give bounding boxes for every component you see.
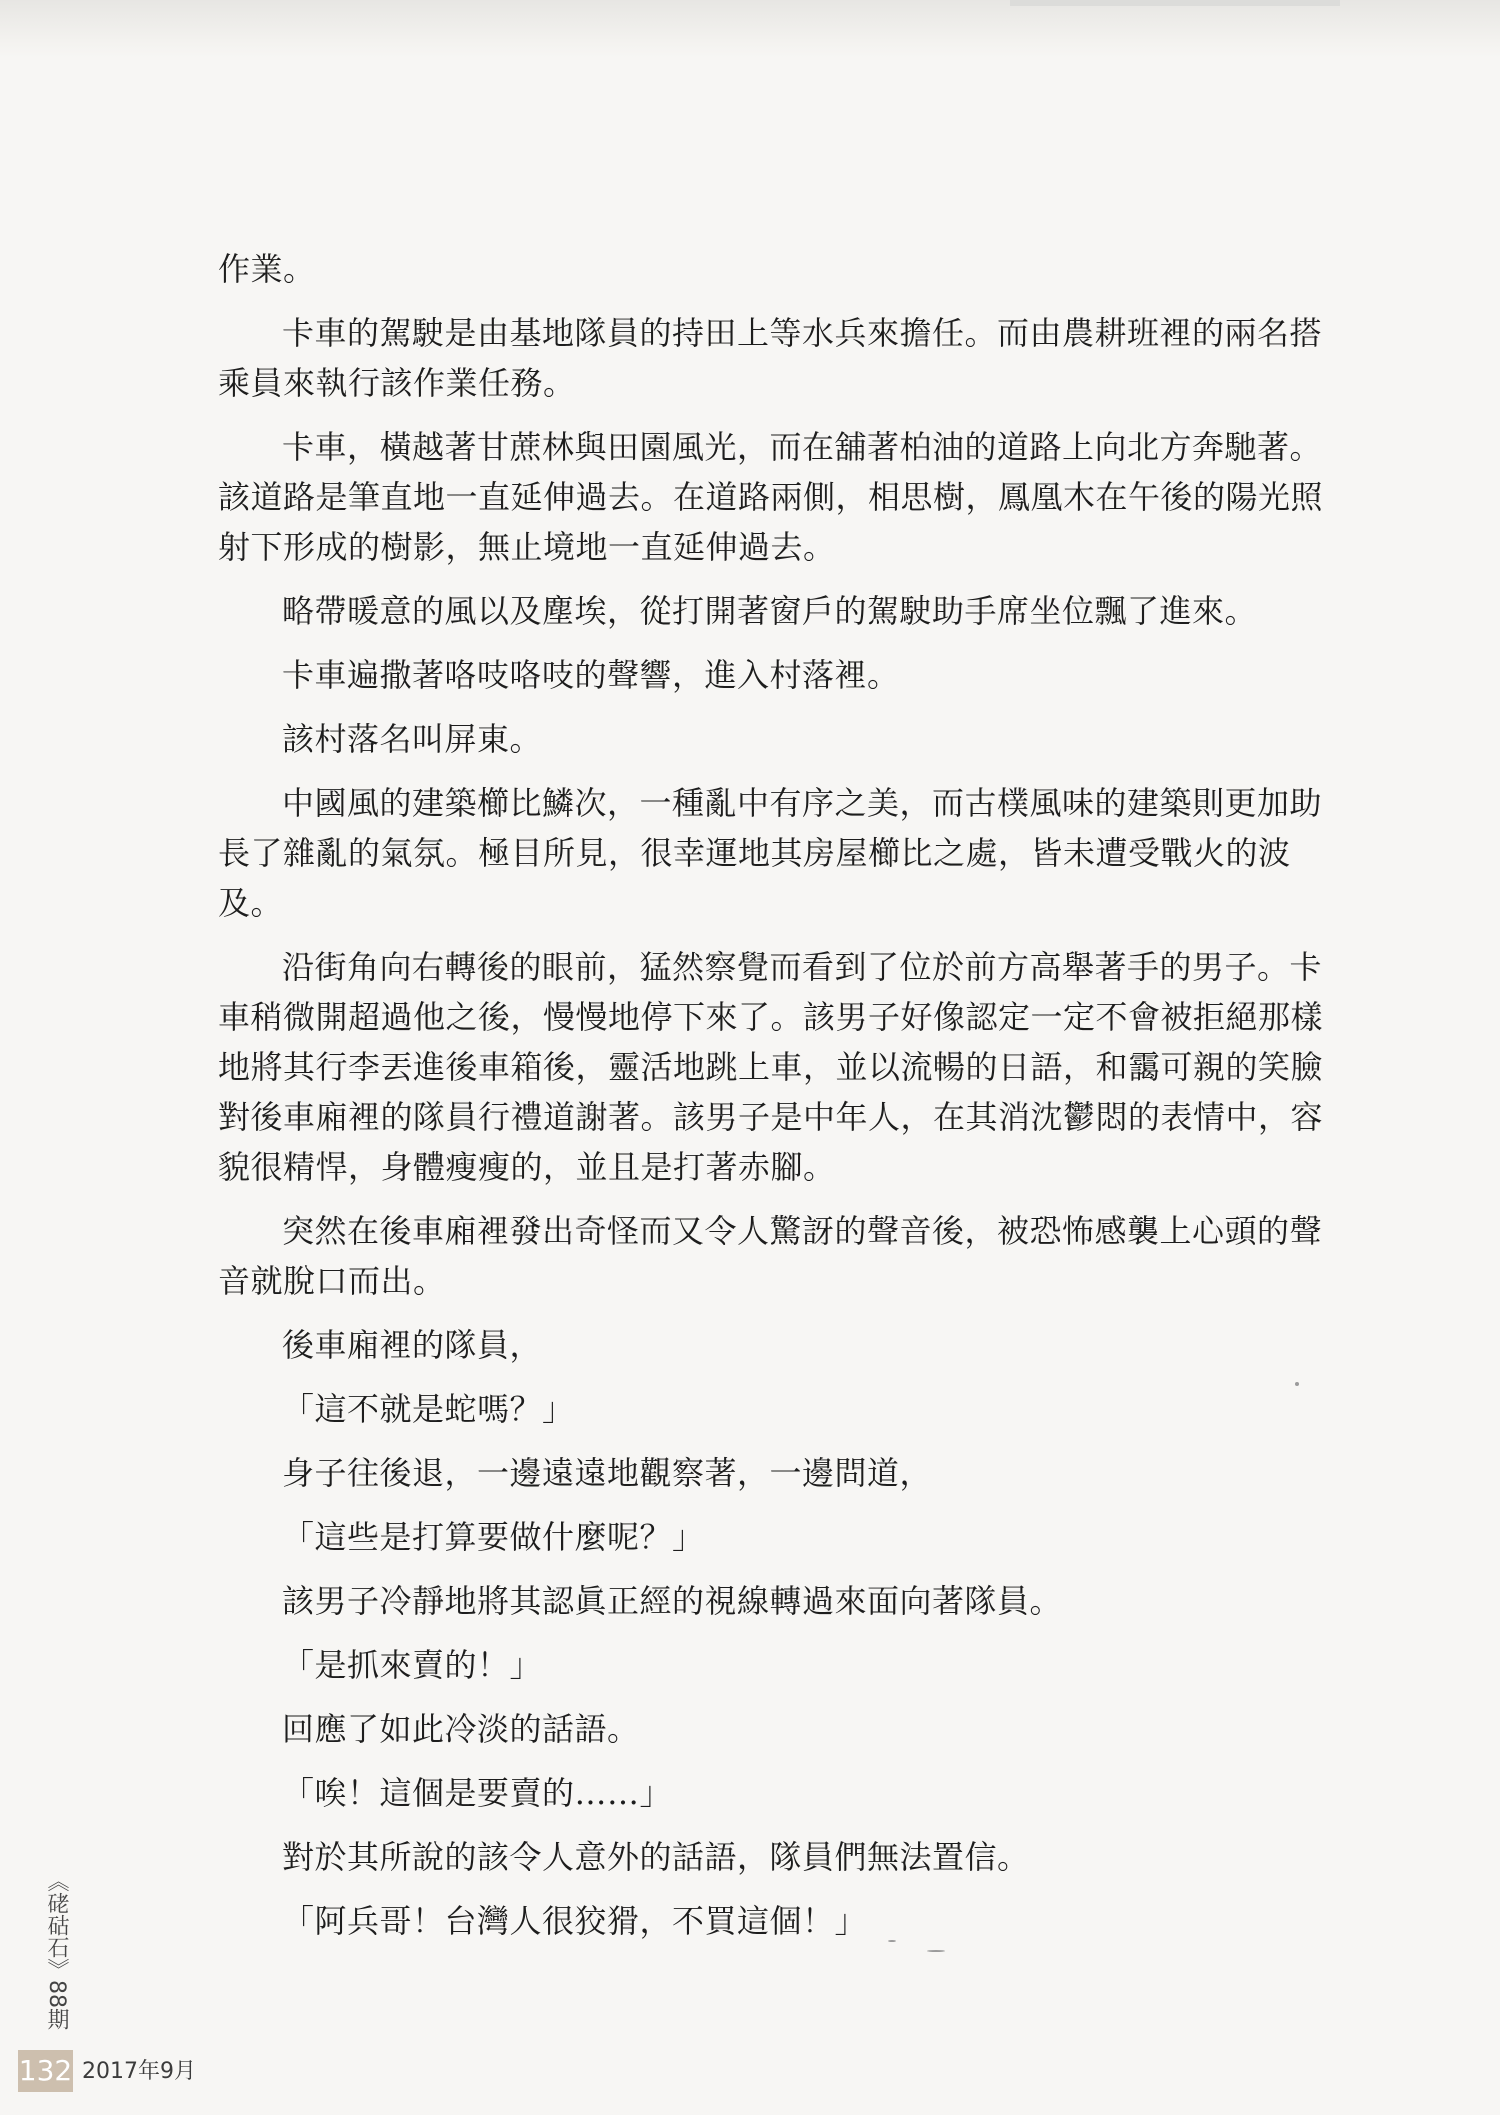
scan-top-rule [1010,0,1340,6]
dialogue-line: 「唉！這個是要賣的……」 [282,1774,673,1812]
scan-speck [927,1950,945,1952]
paragraph: 身子往後退，一邊遠遠地觀察著，一邊問道， [282,1454,933,1492]
paragraph: 對於其所說的該令人意外的話語，隊員們無法置信。 [282,1838,1030,1876]
paragraph: 中國風的建築櫛比鱗次，一種亂中有序之美，而古樸風味的建築則更加助長了雜亂的氣氛。極目所見，很幸運地其房屋櫛比之處，皆未遭受戰火的波及。 [218,784,1323,922]
paragraph: 略帶暖意的風以及塵埃，從打開著窗戶的駕駛助手席坐位飄了進來。 [282,592,1258,630]
paragraph: 該男子冷靜地將其認眞正經的視線轉過來面向著隊員。 [282,1582,1063,1620]
issue-date: 2017年9月 [82,2059,196,2084]
dialogue-line: 「阿兵哥！台灣人很狡猾，不買這個！」 [282,1902,868,1940]
paragraph: 該村落名叫屏東。 [282,720,543,758]
dialogue-line: 「這不就是蛇嗎？」 [282,1390,575,1428]
page-number: 132 [18,2050,73,2092]
dialogue-line: 「這些是打算要做什麼呢？」 [282,1518,705,1556]
paragraph: 後車廂裡的隊員， [282,1326,543,1364]
paragraph: 突然在後車廂裡發出奇怪而又令人驚訝的聲音後，被恐怖感襲上心頭的聲音就脫口而出。 [218,1212,1323,1300]
paragraph: 回應了如此冷淡的話語。 [282,1710,640,1748]
paragraph: 卡車的駕駛是由基地隊員的持田上等水兵來擔任。而由農耕班裡的兩名搭乘員來執行該作業任務。 [218,314,1323,402]
paragraph: 卡車遍撒著咯吱咯吱的聲響，進入村落裡。 [282,656,900,694]
paragraph: 作業。 [218,250,316,288]
page-footer [0,2050,300,2098]
publication-title: 《硓𥑮石》88期 [44,1870,69,2030]
dialogue-line: 「是抓來賣的！」 [282,1646,543,1684]
paragraph: 卡車，橫越著甘蔗林與田園風光，而在舖著柏油的道路上向北方奔馳著。該道路是筆直地一直延伸過去。在道路兩側，相思樹，鳳凰木在午後的陽光照射下形成的樹影，無止境地一直延伸過去。 [218,428,1324,566]
paragraph: 沿街角向右轉後的眼前，猛然察覺而看到了位於前方高舉著手的男子。卡車稍微開超過他之後，慢慢地停下來了。該男子好像認定一定不會被拒絕那樣地將其行李丟進後車箱後，靈活地跳上車，並以流暢的日語，和靄可親的笑臉對後車廂裡的隊員行禮道謝著。該男子是中年人，在其消沈鬱悶的表情中，容貌很精悍，身體瘦瘦的，並且是打著赤腳。 [218,948,1324,1186]
scan-speck [1295,1382,1299,1386]
article-body [218,244,1338,1960]
scan-top-shadow [0,0,1500,58]
scan-speck [888,1940,896,1942]
